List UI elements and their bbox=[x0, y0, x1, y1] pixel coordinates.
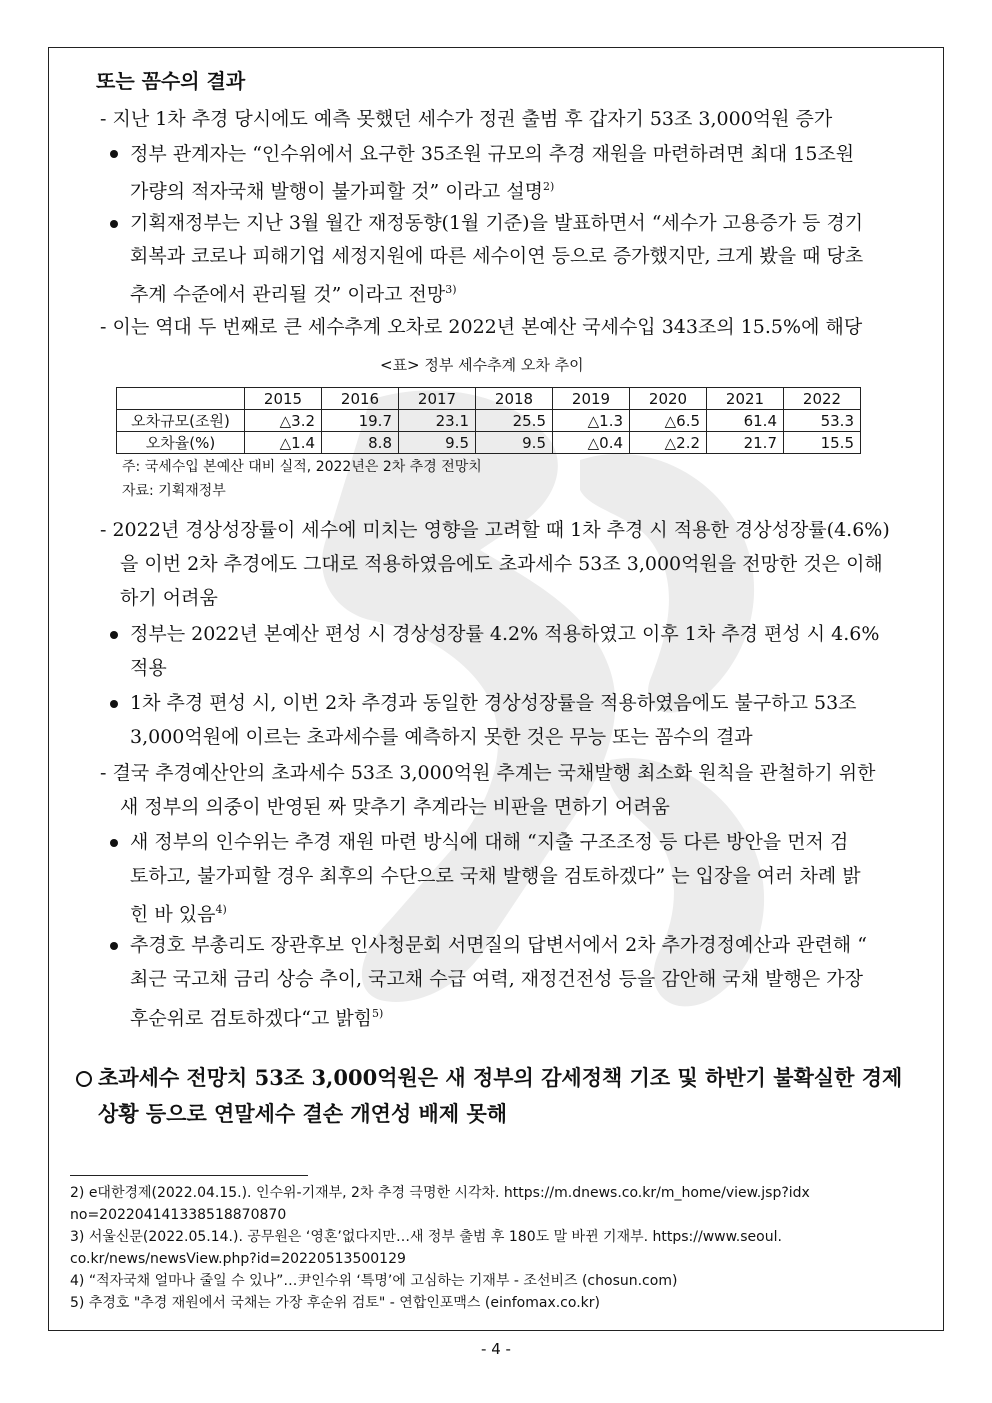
footnote-5: 5) 추경호 "추경 재원에서 국채는 가장 후순위 검토" - 연합인포맥스 (einfomax.co.kr) bbox=[70, 1295, 600, 1311]
bullet-dot bbox=[110, 220, 118, 228]
table-caption: <표> 정부 세수추계 오차 추이 bbox=[380, 356, 584, 374]
table-cell: 9.5 bbox=[399, 432, 476, 454]
circle-bullet-icon bbox=[76, 1071, 92, 1087]
bullet-text: 최근 국고채 금리 상승 추이, 국고채 수급 여력, 재정건전성 등을 감안해 국채 발행은 가장 bbox=[130, 968, 863, 990]
table-cell: 23.1 bbox=[399, 410, 476, 432]
table-cell: 25.5 bbox=[476, 410, 553, 432]
dash-item-cont: 새 정부의 의중이 반영된 짜 맞추기 추계라는 비판을 면하기 어려움 bbox=[120, 796, 670, 818]
year-cell: 2016 bbox=[322, 388, 399, 410]
dash-item: - 2022년 경상성장률이 세수에 미치는 영향을 고려할 때 1차 추경 시 적용한 경상성장률(4.6%) bbox=[100, 519, 890, 541]
table-cell: 8.8 bbox=[322, 432, 399, 454]
bullet-text: 적용 bbox=[130, 657, 167, 679]
bullet-text: 1차 추경 편성 시, 이번 2차 추경과 동일한 경상성장률을 적용하였음에도 불구하고 53조 bbox=[130, 692, 857, 714]
section-heading-cont: 상황 등으로 연말세수 결손 개연성 배제 못해 bbox=[98, 1101, 508, 1126]
footnote-3: 3) 서울신문(2022.05.14.). 공무원은 ‘영혼’없다지만…새 정부 출범 후 180도 말 바뀐 기재부. https://www.seoul. bbox=[70, 1229, 782, 1245]
bullet-text: 회복과 코로나 피해기업 세정지원에 따른 세수이연 등으로 증가했지만, 크게 봤을 때 당초 bbox=[130, 245, 864, 267]
table-header-row bbox=[117, 388, 861, 410]
bullet-text: 추경호 부총리도 장관후보 인사청문회 서면질의 답변서에서 2차 추가경정예산과 관련해 “ bbox=[130, 934, 867, 956]
page-number: - 4 - bbox=[481, 1340, 511, 1358]
year-cell: 2015 bbox=[245, 388, 322, 410]
bullet-text: 정부 관계자는 “인수위에서 요구한 35조원 규모의 추경 재원을 마련하려면 최대 15조원 bbox=[130, 143, 855, 165]
bullet-text: 새 정부의 인수위는 추경 재원 마련 방식에 대해 “지출 구조조정 등 다른 방안을 먼저 검 bbox=[130, 831, 849, 853]
bullet-text: 기획재정부는 지난 3월 월간 재정동향(1월 기준)을 발표하면서 “세수가 고용증가 등 경기 bbox=[130, 212, 864, 234]
year-cell: 2017 bbox=[399, 388, 476, 410]
table-cell: 61.4 bbox=[707, 410, 784, 432]
table-source: 자료: 기획재정부 bbox=[122, 483, 226, 499]
footnote-ref: 5) bbox=[372, 1007, 384, 1020]
year-cell: 2022 bbox=[784, 388, 861, 410]
bullet-dot bbox=[110, 942, 118, 950]
bullet-text bbox=[130, 278, 457, 306]
table-cell: △3.2 bbox=[245, 410, 322, 432]
table-row bbox=[117, 432, 861, 454]
table-cell: 53.3 bbox=[784, 410, 861, 432]
footnote-2-cont: no=202204141338518870870 bbox=[70, 1207, 287, 1223]
row-label: 오차규모(조원) bbox=[117, 410, 245, 432]
table-cell: 15.5 bbox=[784, 432, 861, 454]
bullet-dot bbox=[110, 700, 118, 708]
table-cell: △6.5 bbox=[630, 410, 707, 432]
dash-item: - 지난 1차 추경 당시에도 예측 못했던 세수가 정권 출범 후 갑자기 53조 3,000억원 증가 bbox=[100, 108, 833, 130]
table-note: 주: 국세수입 본예산 대비 실적, 2022년은 2차 추경 전망치 bbox=[122, 459, 482, 475]
year-cell: 2019 bbox=[553, 388, 630, 410]
table-corner-cell bbox=[117, 388, 245, 410]
footnote-ref: 3) bbox=[445, 283, 457, 296]
table-cell: 9.5 bbox=[476, 432, 553, 454]
footnote-ref: 2) bbox=[543, 180, 555, 193]
bullet-text-line: 힌 바 있음 bbox=[130, 903, 216, 926]
bullet-text-line: 가량의 적자국채 발행이 불가피할 것” 이라고 설명 bbox=[130, 180, 544, 203]
dash-item: - 이는 역대 두 번째로 큰 세수추계 오차로 2022년 본예산 국세수입 343조의 15.5%에 해당 bbox=[100, 316, 863, 338]
table-cell: △2.2 bbox=[630, 432, 707, 454]
dash-item-cont: 을 이번 2차 추경에도 그대로 적용하였음에도 초과세수 53조 3,000억원을 전망한 것은 이해 bbox=[120, 553, 883, 575]
bullet-text: 토하고, 불가피할 경우 최후의 수단으로 국채 발행을 검토하겠다” 는 입장을 여러 차례 밝 bbox=[130, 865, 861, 887]
dash-item: - 결국 추경예산안의 초과세수 53조 3,000억원 추계는 국채발행 최소화 원칙을 관철하기 위한 bbox=[100, 762, 876, 784]
footnote-3-cont: co.kr/news/newsView.php?id=20220513500129 bbox=[70, 1251, 406, 1267]
section-heading: 초과세수 전망치 53조 3,000억원은 새 정부의 감세정책 기조 및 하반기 불확실한 경제 bbox=[98, 1065, 903, 1090]
table-cell: 19.7 bbox=[322, 410, 399, 432]
bullet-dot bbox=[110, 631, 118, 639]
table-row bbox=[117, 410, 861, 432]
bullet-text-line: 추계 수준에서 관리될 것” 이라고 전망 bbox=[130, 283, 446, 306]
table-cell: 21.7 bbox=[707, 432, 784, 454]
footnote-2: 2) e대한경제(2022.04.15.). 인수위-기재부, 2차 추경 극명한 시각차. https://m.dnews.co.kr/m_home/view.jsp?idx bbox=[70, 1185, 810, 1201]
footnote-ref: 4) bbox=[215, 903, 227, 916]
table-cell: △0.4 bbox=[553, 432, 630, 454]
bullet-text bbox=[130, 898, 227, 926]
bullet-text: 3,000억원에 이르는 초과세수를 예측하지 못한 것은 무능 또는 꼼수의 결과 bbox=[130, 726, 753, 748]
table-cell: △1.3 bbox=[553, 410, 630, 432]
bullet-text bbox=[130, 175, 554, 203]
section-title: 또는 꼼수의 결과 bbox=[96, 69, 246, 93]
bullet-text bbox=[130, 1002, 383, 1030]
error-table bbox=[116, 387, 861, 454]
bullet-dot bbox=[110, 150, 118, 158]
table-cell: △1.4 bbox=[245, 432, 322, 454]
year-cell: 2018 bbox=[476, 388, 553, 410]
bullet-text: 정부는 2022년 본예산 편성 시 경상성장률 4.2% 적용하였고 이후 1차 추경 편성 시 4.6% bbox=[130, 623, 880, 645]
year-cell: 2021 bbox=[707, 388, 784, 410]
footnote-4: 4) “적자국채 얼마나 줄일 수 있나”…尹인수위 ‘특명’에 고심하는 기재부 - 조선비즈 (chosun.com) bbox=[70, 1273, 678, 1289]
dash-item-cont: 하기 어려움 bbox=[120, 587, 218, 609]
bullet-dot bbox=[110, 839, 118, 847]
footnote-divider bbox=[70, 1175, 308, 1176]
year-cell: 2020 bbox=[630, 388, 707, 410]
row-label: 오차율(%) bbox=[117, 432, 245, 454]
bullet-text-line: 후순위로 검토하겠다“고 밝힘 bbox=[130, 1007, 373, 1030]
